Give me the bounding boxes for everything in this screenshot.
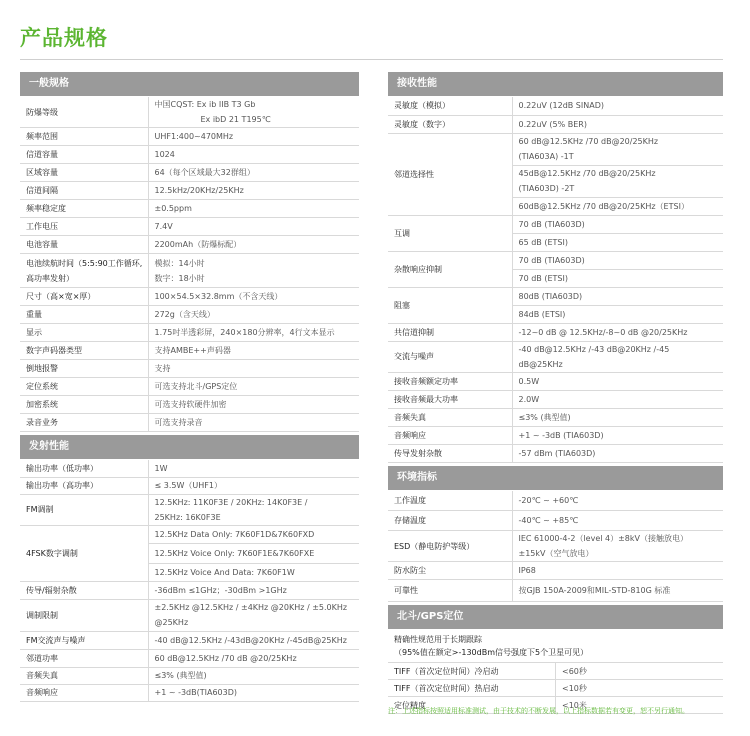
spec-value — [512, 133, 723, 165]
spec-value-line: 12.5KHz: 11K0F3E / 20KHz: 14K0F3E / — [154, 497, 308, 507]
spec-row — [20, 684, 359, 701]
spec-value — [512, 197, 723, 215]
spec-value-line: 45dB@12.5KHz /70 dB@20/25KHz — [518, 169, 656, 178]
spec-label: 倒地报警 — [20, 360, 148, 378]
spec-row — [20, 494, 359, 525]
spec-row — [388, 372, 723, 390]
spec-value — [512, 233, 723, 251]
spec-label: 接收音频最大功率 — [388, 390, 512, 408]
spec-label: 音频响应 — [20, 684, 148, 701]
spec-label: 区域容量 — [20, 164, 148, 182]
spec-label: 音频失真 — [388, 408, 512, 426]
spec-row — [20, 236, 359, 254]
gps-intro-line: 精确性规范用于长期跟踪 — [394, 635, 482, 644]
spec-value-line: 12.5KHz Data Only: 7K60F1D&7K60FXD — [154, 529, 315, 539]
left-column — [20, 72, 359, 702]
spec-value-line: Ex ibD 21 T195℃ — [200, 115, 271, 124]
spec-value-line: 64（每个区域最大32群组） — [154, 168, 255, 177]
spec-value — [148, 599, 359, 631]
spec-value-line: -40℃ ~ +85℃ — [518, 516, 579, 525]
spec-value-line: -20℃ ~ +60℃ — [518, 495, 579, 505]
spec-row — [20, 360, 359, 378]
spec-value-line: 支持AMBE++声码器 — [154, 346, 231, 355]
spec-label: 录音业务 — [20, 414, 148, 432]
spec-row — [20, 218, 359, 236]
gps-row — [388, 663, 723, 680]
section-general-heading: 一般规格 — [20, 72, 359, 96]
page-title: 产品规格 — [20, 26, 108, 50]
spec-row — [20, 631, 359, 649]
spec-label: 调制限制 — [20, 599, 148, 631]
spec-value-line: 70 dB (ETSI) — [518, 273, 568, 283]
spec-value — [512, 562, 723, 580]
spec-label: 互调 — [388, 215, 512, 251]
spec-label: 防爆等级 — [20, 97, 148, 128]
spec-value — [148, 182, 359, 200]
spec-value-line: UHF1:400~470MHz — [154, 132, 234, 141]
gps-row — [388, 680, 723, 697]
spec-value — [512, 251, 723, 269]
spec-value-line: 可选支持北斗/GPS定位 — [154, 382, 238, 391]
spec-value-line: 2.0W — [518, 394, 540, 404]
spec-row — [20, 378, 359, 396]
spec-value — [148, 667, 359, 684]
spec-label: 频率范围 — [20, 128, 148, 146]
spec-row — [388, 408, 723, 426]
spec-value-line: ±0.5ppm — [154, 204, 192, 213]
gps-spec-table — [388, 630, 723, 714]
spec-label: 工作电压 — [20, 218, 148, 236]
spec-value-line: -57 dBm (TIA603D) — [518, 448, 596, 458]
gps-intro — [388, 630, 723, 663]
spec-value-line: ±2.5KHz @12.5KHz / ±4KHz @20KHz / ±5.0KHz — [154, 603, 348, 612]
spec-row — [388, 562, 723, 580]
spec-value-line: dB@25KHz — [518, 359, 563, 369]
spec-row — [20, 460, 359, 477]
spec-value — [148, 164, 359, 182]
spec-value — [148, 200, 359, 218]
spec-value-line: 7.4V — [154, 222, 173, 231]
spec-value-line: 按GJB 150A-2009和MIL-STD-810G 标准 — [518, 586, 671, 595]
spec-row — [388, 97, 723, 115]
spec-value — [148, 378, 359, 396]
spec-row — [20, 342, 359, 360]
spec-value — [148, 342, 359, 360]
spec-value-line: ≤3% (典型值) — [154, 671, 207, 680]
spec-value — [148, 494, 359, 525]
spec-row — [388, 251, 723, 269]
spec-row — [20, 414, 359, 432]
spec-row — [20, 525, 359, 543]
spec-value-line: 可选支持录音 — [154, 418, 203, 427]
spec-value-line: ±15kV（空气放电） — [518, 549, 594, 558]
spec-row — [388, 426, 723, 444]
spec-label: 音频失真 — [20, 667, 148, 684]
spec-value — [148, 254, 359, 288]
spec-value: <60秒 — [556, 663, 724, 680]
spec-label: 可靠性 — [388, 580, 512, 602]
spec-value-line: @25KHz — [154, 618, 189, 627]
gps-intro-line: （95%值在额定>-130dBm信号强度下5个卫星可见） — [394, 648, 589, 657]
spec-value-line: 模拟：14小时 — [154, 258, 205, 268]
spec-value-line: +1 ~ -3dB (TIA603D) — [518, 430, 604, 440]
spec-label: 存储温度 — [388, 511, 512, 531]
spec-row — [388, 287, 723, 305]
spec-value-line: 1.75吋半透彩屏，240×180分辨率，4行文本显示 — [154, 328, 335, 337]
spec-row — [20, 182, 359, 200]
spec-value — [512, 341, 723, 372]
spec-value — [148, 631, 359, 649]
spec-value — [512, 511, 723, 531]
spec-value-line: 0.22uV (5% BER) — [518, 119, 587, 129]
spec-value-line: 0.5W — [518, 376, 540, 386]
spec-value — [148, 525, 359, 543]
spec-label: FM交流声与噪声 — [20, 631, 148, 649]
gps-intro-row — [388, 630, 723, 663]
spec-row — [388, 133, 723, 165]
spec-value-line: 60 dB@12.5KHz /70 dB@20/25KHz — [518, 137, 659, 146]
spec-label: 传导/辐射杂散 — [20, 581, 148, 599]
spec-value-line: -40 dB@12.5KHz /-43 dB@20KHz /-45 — [518, 344, 670, 354]
environment-spec-table — [388, 491, 723, 603]
spec-value — [148, 649, 359, 667]
spec-value — [148, 324, 359, 342]
spec-value-line: IP68 — [518, 566, 536, 575]
spec-value-line: 2200mAh（防爆标配） — [154, 240, 242, 249]
spec-label: 数字声码器类型 — [20, 342, 148, 360]
spec-label: 交流与噪声 — [388, 341, 512, 372]
spec-label: 邻道选择性 — [388, 133, 512, 215]
spec-label: ESD（静电防护等级） — [388, 531, 512, 562]
spec-label: 工作温度 — [388, 491, 512, 511]
spec-value-line: -12~0 dB @ 12.5KHz/-8~0 dB @20/25KHz — [518, 327, 688, 337]
spec-value-line: 0.22uV (12dB SINAD) — [518, 101, 604, 111]
spec-row — [20, 306, 359, 324]
spec-value-line: -36dBm ≤1GHz；-30dBm >1GHz — [154, 585, 287, 595]
spec-label: FM调制 — [20, 494, 148, 525]
receive-spec-table — [388, 97, 723, 463]
spec-value-line: 60 dB@12.5KHz /70 dB @20/25KHz — [154, 653, 297, 663]
spec-value — [148, 236, 359, 254]
spec-row — [20, 667, 359, 684]
spec-row — [20, 599, 359, 631]
spec-value — [148, 460, 359, 477]
spec-value-line: 12.5KHz Voice And Data: 7K60F1W — [154, 567, 295, 577]
spec-label: 灵敏度（模拟） — [388, 97, 512, 115]
spec-value — [148, 288, 359, 306]
spec-row — [20, 164, 359, 182]
spec-value-line: 84dB (ETSI) — [518, 309, 566, 319]
spec-value-line: 65 dB (ETSI) — [518, 237, 568, 247]
spec-value — [512, 165, 723, 197]
spec-value — [512, 115, 723, 133]
spec-value — [512, 287, 723, 305]
spec-row — [20, 200, 359, 218]
spec-value — [148, 414, 359, 432]
spec-label: 输出功率（低功率） — [20, 460, 148, 477]
spec-value-line: 80dB (TIA603D) — [518, 291, 583, 301]
spec-row — [388, 323, 723, 341]
spec-label: TIFF（首次定位时间）热启动 — [388, 680, 556, 697]
spec-value — [148, 306, 359, 324]
spec-value: <10秒 — [556, 680, 724, 697]
spec-label: 定位精度 — [388, 697, 556, 714]
spec-value — [148, 396, 359, 414]
spec-label: 电池容量 — [20, 236, 148, 254]
spec-row — [20, 288, 359, 306]
footnote: 注：上述指标按照适用标准测试，由于技术的不断发展，以上指标数据若有变更，恕不另行通知。 — [388, 707, 689, 715]
spec-row — [20, 97, 359, 128]
spec-label: 重量 — [20, 306, 148, 324]
spec-value-line: 支持 — [154, 364, 171, 373]
spec-row — [388, 531, 723, 562]
spec-value — [512, 444, 723, 462]
spec-row — [20, 396, 359, 414]
spec-value — [148, 543, 359, 563]
spec-label: 电池续航时间（5:5:90工作循环,高功率发射） — [20, 254, 148, 288]
spec-row — [388, 491, 723, 511]
spec-value — [512, 580, 723, 602]
spec-value — [148, 218, 359, 236]
spec-row — [388, 341, 723, 372]
spec-row — [388, 511, 723, 531]
spec-value-line: ≤3% (典型值) — [518, 412, 571, 422]
spec-label: 信道间隔 — [20, 182, 148, 200]
spec-value-line: 25KHz: 16K0F3E — [154, 512, 221, 522]
spec-value — [512, 390, 723, 408]
spec-value — [148, 684, 359, 701]
spec-row — [20, 324, 359, 342]
spec-label: 灵敏度（数字） — [388, 115, 512, 133]
spec-value — [148, 146, 359, 164]
spec-row — [20, 128, 359, 146]
spec-value — [512, 426, 723, 444]
spec-value-line: 数字：18小时 — [154, 273, 205, 283]
spec-label: TIFF（首次定位时间）冷启动 — [388, 663, 556, 680]
spec-value — [148, 477, 359, 494]
spec-value-line: IEC 61000-4-2（level 4）±8kV（接触放电） — [518, 534, 688, 543]
spec-row — [388, 390, 723, 408]
section-receive-heading: 接收性能 — [388, 72, 723, 96]
spec-value-line: 100×54.5×32.8mm（不含天线） — [154, 292, 283, 301]
spec-label: 频率稳定度 — [20, 200, 148, 218]
spec-value — [148, 128, 359, 146]
spec-label: 共信道抑制 — [388, 323, 512, 341]
spec-value — [148, 97, 359, 128]
spec-label: 阻塞 — [388, 287, 512, 323]
spec-value — [148, 581, 359, 599]
spec-value — [512, 323, 723, 341]
spec-label: 显示 — [20, 324, 148, 342]
title-divider — [20, 59, 723, 60]
spec-value-line: -40 dB@12.5KHz /-43dB@20KHz /-45dB@25KHz — [154, 635, 347, 645]
spec-value-line: (TIA603A) -1T — [518, 152, 574, 161]
spec-value — [512, 372, 723, 390]
right-column — [388, 72, 723, 714]
spec-row — [388, 215, 723, 233]
spec-value-line: 70 dB (TIA603D) — [518, 255, 585, 265]
section-environment-heading: 环境指标 — [388, 466, 723, 490]
spec-value: <10米 — [556, 697, 724, 714]
spec-row — [20, 254, 359, 288]
spec-value — [512, 305, 723, 323]
transmit-spec-table — [20, 460, 359, 702]
section-transmit-heading: 发射性能 — [20, 435, 359, 459]
spec-value-line: 可选支持软硬件加密 — [154, 400, 227, 409]
spec-value — [512, 531, 723, 562]
spec-value — [512, 215, 723, 233]
spec-label: 定位系统 — [20, 378, 148, 396]
spec-value-line: 272g（含天线） — [154, 310, 215, 319]
spec-value — [512, 97, 723, 115]
spec-label: 邻道功率 — [20, 649, 148, 667]
spec-value — [148, 360, 359, 378]
spec-label: 尺寸（高×宽×厚） — [20, 288, 148, 306]
spec-value-line: ≤ 3.5W（UHF1） — [154, 481, 222, 490]
spec-value-line: 1W — [154, 463, 168, 473]
spec-label: 接收音频额定功率 — [388, 372, 512, 390]
spec-value-line: 60dB@12.5KHz /70 dB@20/25KHz（ETSI） — [518, 201, 689, 211]
spec-label: 信道容量 — [20, 146, 148, 164]
spec-value — [512, 408, 723, 426]
spec-row — [388, 444, 723, 462]
spec-row — [20, 581, 359, 599]
spec-label: 防水防尘 — [388, 562, 512, 580]
spec-value — [148, 563, 359, 581]
spec-value-line: 12.5kHz/20KHz/25KHz — [154, 186, 244, 195]
section-gps-heading: 北斗/GPS定位 — [388, 605, 723, 629]
general-spec-table — [20, 97, 359, 432]
spec-row — [20, 146, 359, 164]
spec-label: 输出功率（高功率） — [20, 477, 148, 494]
spec-label: 4FSK数字调制 — [20, 525, 148, 581]
spec-label: 杂散响应抑制 — [388, 251, 512, 287]
spec-row — [20, 477, 359, 494]
spec-label: 音频响应 — [388, 426, 512, 444]
spec-label: 加密系统 — [20, 396, 148, 414]
spec-value-line: 70 dB (TIA603D) — [518, 219, 585, 229]
spec-value-line: 中国CQST: Ex ib IIB T3 Gb — [154, 100, 256, 109]
spec-value — [512, 269, 723, 287]
spec-row — [388, 580, 723, 602]
spec-value — [512, 491, 723, 511]
spec-label: 传导发射杂散 — [388, 444, 512, 462]
spec-row — [20, 649, 359, 667]
spec-row — [388, 115, 723, 133]
spec-value-line: 12.5KHz Voice Only: 7K60F1E&7K60FXE — [154, 548, 315, 558]
spec-value-line: +1 ~ -3dB(TIA603D) — [154, 688, 238, 697]
spec-value-line: 1024 — [154, 150, 175, 159]
spec-value-line: (TIA603D) -2T — [518, 184, 575, 193]
